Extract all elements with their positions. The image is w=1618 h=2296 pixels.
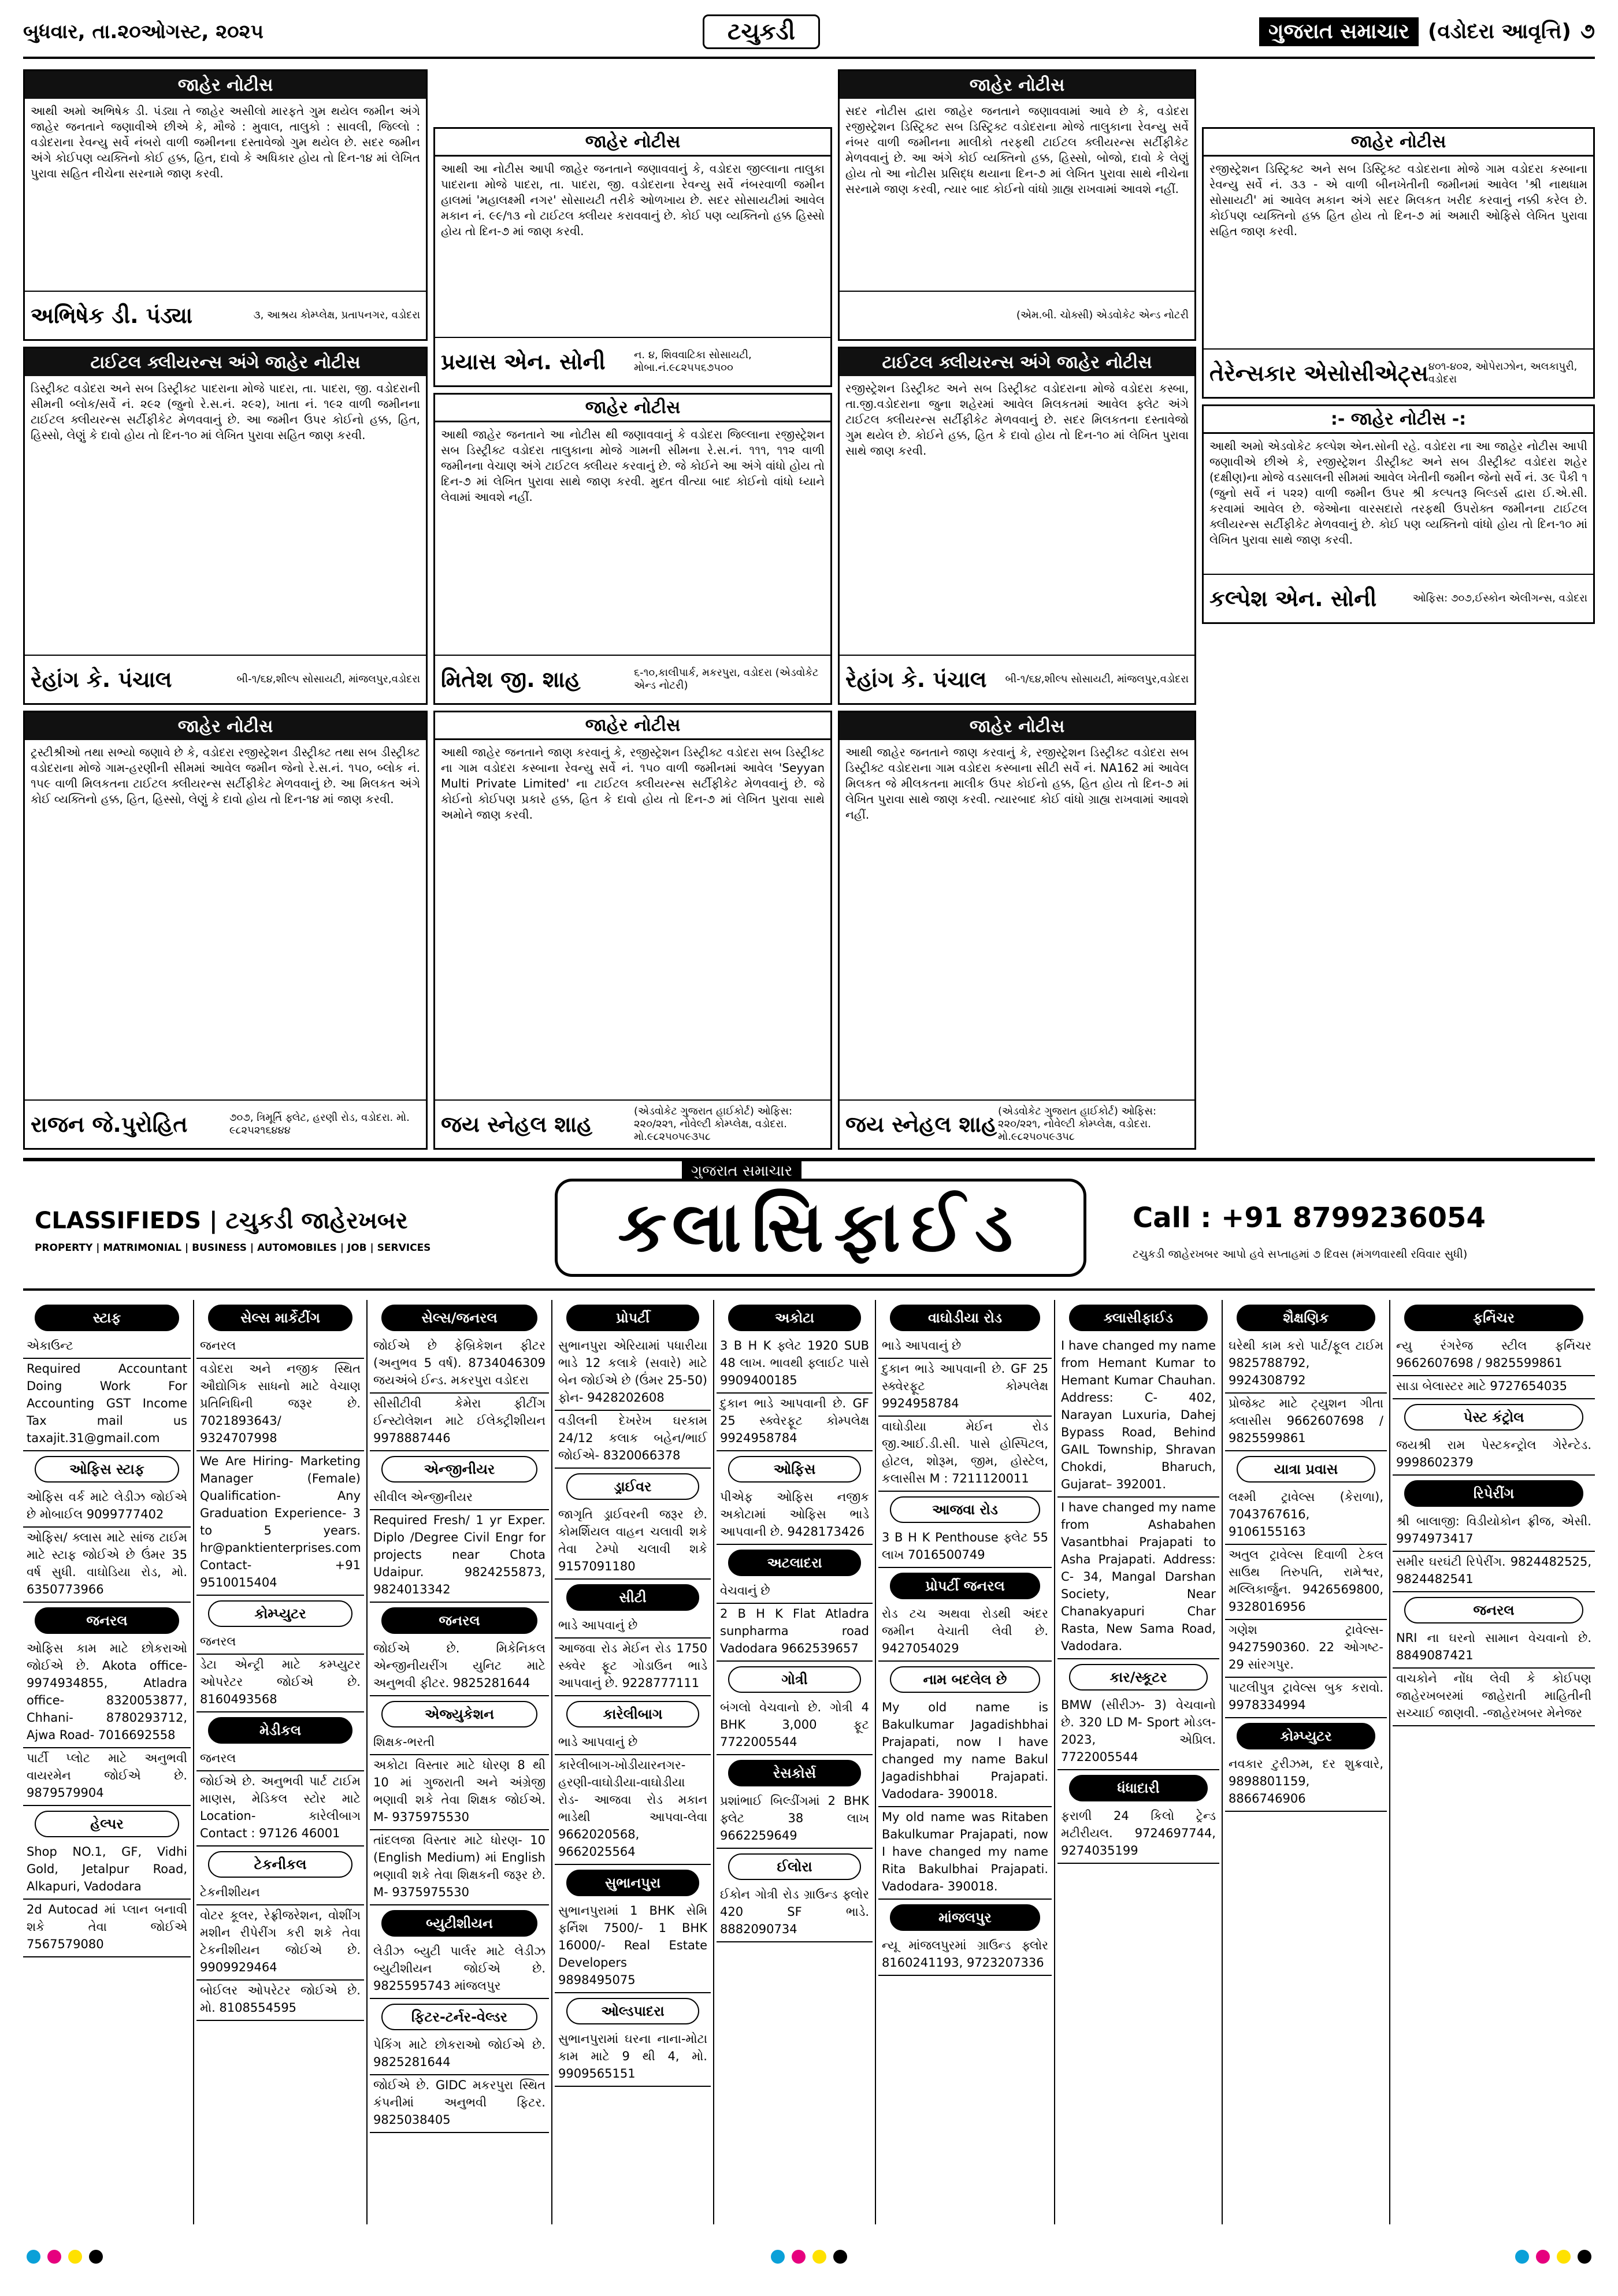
- black-dot: [89, 2250, 103, 2264]
- classified-ad: My old name was Ritaben Bakulkumar Prajapati, now I have changed my name Rita Bakulbhai Prajapati. Vadodara- 390018.: [878, 1807, 1052, 1900]
- public-notice: [433, 393, 832, 705]
- classified-ad: સમીર ઘરઘંટી રિપેરીંગ. 9824482525, 9824482541: [1393, 1552, 1595, 1592]
- classified-ad: ડેટા એન્ટ્રી માટે કમ્પ્યુટર ઓપરેટર જોઈએ છે. 8160493568: [196, 1655, 364, 1712]
- classified-ad: જોઈએ છે. GIDC મકરપુરા સ્થિત કંપનીમાં અનુભવી ફિટર. 9825038405: [370, 2075, 549, 2133]
- classified-column: [1225, 1300, 1387, 2224]
- advocate-address: (એડવોકેટ ગુજરાત હાઈકોર્ટ) ઓફિસ: ૨૨૦/૨૨૧, નોવેલ્ટી કોમ્પ્લેક્ષ, વડોદરા. મો.૯૮૨૫૦૫૯૩૫૮: [998, 1105, 1157, 1143]
- classified-ad: જનરલ: [196, 1336, 364, 1359]
- classified-ad: ન્યૂ માંજલપુરમાં ગ્રાઉન્ડ ફ્લોર 8160241193, 9723207336: [878, 1935, 1052, 1976]
- notice-title: જાહેર નોટીસ: [840, 712, 1194, 740]
- classified-category: માંજલપુર: [890, 1904, 1040, 1931]
- column-divider: [193, 1300, 194, 2224]
- advocate-address: ઓફિસ: ૭૦૭,ઈસ્કોન એલીગન્સ, વડોદરા: [1412, 592, 1587, 604]
- brand-logo: ગુજરાત સમાચાર: [1259, 17, 1419, 46]
- notice-signature: [1204, 348, 1593, 397]
- classified-ad: સુભાનપુરામાં 1 BHK સેમિ ફર્નિશ 7500/- 1 BHK 16000/- Real Estate Developers 9898495075: [555, 1901, 711, 1993]
- black-dot: [833, 2250, 847, 2264]
- column-divider: [1389, 1300, 1390, 2224]
- classified-ad: વાચકોને નોંધ લેવી કે કોઈપણ જાહેરખબરમાં જાહેરાતી માહિતીની સચ્ચાઈ જાણવી. -જાહેરખબર મેનેજર: [1393, 1669, 1595, 1726]
- notice-title: :- જાહેર નોટીસ -:: [1204, 406, 1593, 434]
- classified-category: રેસકોર્સ: [728, 1760, 861, 1786]
- classified-ad: Required Accountant Doing Work For Accounting GST Income Tax mail us taxajit.31@gmail.com: [23, 1359, 191, 1451]
- notice-title: જાહેર નોટીસ: [25, 71, 426, 99]
- classified-ad: જાગૃતિ ડ્રાઈવરની જરૂર છે. કોમર્શિયલ વાહન ચલાવી શકે તેવા ટેમ્પો ચલાવી શકે 9157091180: [555, 1504, 711, 1580]
- public-notice: [1202, 404, 1595, 624]
- classified-ad: પ્રોજેક્ટ માટે ટ્યુશન ગીતા ક્લાસીસ 9662607698 / 9825599861: [1225, 1394, 1387, 1451]
- classified-category: હેલ્પર: [35, 1811, 179, 1837]
- classified-category: કાર/સ્કૂટર: [1069, 1664, 1208, 1691]
- classified-category: જનરલ: [381, 1607, 537, 1634]
- classified-ad: 2 B H K Flat Atladra sunpharma road Vadodara 9662539657: [717, 1604, 873, 1662]
- registration-marks: [23, 2246, 1595, 2269]
- notice-body: આથી અમો એડવોકેટ કલ્પેશ એન.સોની રહે. વડોદરા ના આ જાહેર નોટીસ આપી જણાવીએ છીએ કે, રજીસ્ટ્રેશન ડીસ્ટ્રીક્ટ અને સબ ડીસ્ટ્રીક્ટ વડોદરા શહેર (દક્ષીણ)ના મોજે વડસાલની સીમમાં આવેલ ખેતીની જમીન જેનો સર્વે નં. ૩૯ પૈકી ૧ (જુનો સર્વે નં ૫૨૨) વાળી જમીન ઉપર શ્રી કલ્પતરૂ બિલ્ડર્સ દ્વારા ઈ.એ.સી. કરવામાં આવેલ છે. જેઓના વારસદારો તરફથી ઉપરોક્ત જમીનના ટાઈટલ ક્લીયરન્સ સર્ટીફીકેટ મેળવવાનું છે. કોઈ પણ વ્યક્તિનો વાંધો હોય તો દિન-૧૦ માં લેખિત પુરાવા સાથે જાણ કરવી.: [1209, 439, 1587, 547]
- public-notice: [23, 69, 428, 341]
- magenta-dot: [792, 2250, 806, 2264]
- classified-ad: ટેકનીશીયન: [196, 1882, 364, 1905]
- classified-category: મેડીકલ: [208, 1717, 352, 1744]
- classified-category: અકોટા: [728, 1305, 861, 1331]
- classified-brand: ગુજરાત સમાચાર: [682, 1161, 801, 1182]
- column-divider: [713, 1300, 714, 2224]
- classified-category: જનરલ: [35, 1607, 179, 1634]
- notice-signature: [25, 291, 426, 339]
- yellow-dot: [812, 2250, 826, 2264]
- classified-ad: ફરાળી 24 કિલો ટ્રેન્ડ મટીરીયલ. 9724697744, 9274035199: [1057, 1806, 1219, 1864]
- public-notice: [838, 69, 1196, 341]
- notice-signature: [840, 655, 1194, 703]
- classified-ad: My old name is Bakulkumar Jagadishbhai Prajapati, now I have changed my name Bakul Jagadishbhai Prajapati. Vadodara- 390018.: [878, 1697, 1052, 1807]
- classified-ad: પાટલીપુત્ર ટ્રાવેલ્સ બુક કરાવો. 9978334994: [1225, 1678, 1387, 1718]
- classified-ad: બોઈલર ઓપરેટર જોઈએ છે. મો. 8108554595: [196, 1981, 364, 2021]
- classified-ad: કારેલીબાગ-ખોડીયારનગર- હરણી-વાઘોડીયા-વાઘોડીયા રોડ- આજવા રોડ મકાન ભાડેથી આપવા-લેવા 9662020568, 9662025564: [555, 1755, 711, 1865]
- notice-body: આથી અમો અભિષેક ડી. પંડ્યા તે જાહેર અસીલો મારફતે ગુમ થયેલ જમીન અંગે જાહેર જનતાને જણાવીએ છીએ કે, મૌજે : મુવાલ, તાલુકો : સાવલી, જિલ્લો : વડોદરાના રેવન્યુ સર્વે નંબરો વાળી જમીનના દસ્તાવેજો ગુમ થયેલ છે. સદર જમીન અંગે કોઈપણ વ્યક્તિનો કોઈ હક્ક, હિત, દાવો કે અધિકાર હોય તો દિન-૧૪ માં લેખિત પુરાવા સહિત નીચેના સરનામે જાણ કરવી.: [31, 104, 420, 180]
- advocate-address: (એમ.બી. ચોક્સી) એડવોકેટ એન્ડ નોટરી: [1016, 309, 1189, 321]
- public-notice: [1202, 127, 1595, 399]
- classified-ad: પીએફ ઓફિસ નજીક અકોટામાં ઓફિસ ભાડે આપવાની છે. 9428173426: [717, 1487, 873, 1545]
- classified-ad: સીવીલ એન્જીનીયર: [370, 1487, 549, 1510]
- classified-ad: 3 B H K ફ્લેટ 1920 SUB 48 લાખ. ભાવથી ફ્લાઈટ પાસે 9909400185: [717, 1336, 873, 1394]
- classified-category: એજ્યુકેશન: [381, 1701, 537, 1727]
- classified-column: [555, 1300, 711, 2224]
- classified-category: ધંધાદારી: [1069, 1775, 1208, 1801]
- advocate-address: બી-૧/૬૪,શીલ્પ સોસાયટી, માંજલપુર,વડોદરા: [236, 673, 420, 685]
- classified-category: ફર્નિચર: [1404, 1305, 1583, 1331]
- classified-category: વાઘોડીયા રોડ: [890, 1305, 1040, 1331]
- notice-body: ટ્રસ્ટીશ્રીઓ તથા સભ્યો જણાવે છે કે, વડોદરા રજીસ્ટ્રેશન ડીસ્ટ્રીક્ટ તથા સબ ડીસ્ટ્રીક્ટ વડોદરાના મોજે ગામ-હરણીની સીમમાં આવેલ જમીન જેનો રે.સ.નં. ૧૫૦, બ્લોક નં. ૧૫૯ વાળી મિલકતના ટાઈટલ ક્લીયરન્સ સર્ટીફીકેટ મેળવવાનું છે. આ મિલકત અંગે કોઈ વ્યક્તિનો હક્ક, હિત, હિસ્સો, લેણું કે દાવો હોય તો દિન-૧૪ માં જાણ કરવી.: [31, 745, 420, 806]
- classified-category: ગોત્રી: [728, 1666, 861, 1693]
- advocate-address: બી-૧/૬૪,શીલ્પ સોસાયટી, માંજલપુર,વડોદરા: [1005, 673, 1189, 685]
- public-notice: [433, 711, 832, 1150]
- classified-category: એન્જીનીયર: [381, 1456, 537, 1483]
- classified-ad: BMW (સીરીઝ- 3) વેચવાનો છે. 320 LD M- Sport મોડલ- 2023, એપ્રિલ. 7722005544: [1057, 1695, 1219, 1770]
- classified-ad: અકોટા વિસ્તાર માટે ધોરણ 8 થી 10 માં ગુજરાતી અને અંગ્રેજી ભણાવી શકે તેવા શિક્ષક જોઈએ. M- 9375975530: [370, 1755, 549, 1830]
- issue-date: બુધવાર, તા.૨૦ઓગસ્ટ, ૨૦૨૫: [23, 20, 264, 43]
- classified-category: કોમ્પ્યુટર: [1237, 1723, 1375, 1749]
- classified-ad: ભાડે આપવાનું છે: [555, 1732, 711, 1755]
- classified-ad: ઓફિસ કામ માટે છોકરાઓ જોઈએ છે. Akota office- 9974934855, Atladra office- 8320053877, Chhani- 8780293712, Ajwa Road- 7016692558: [23, 1639, 191, 1748]
- classified-category: સેલ્સ માર્કેટીંગ: [208, 1305, 352, 1331]
- classifieds-banner: [23, 1158, 1595, 1291]
- classified-ad: ગણેશ ટ્રાવેલ્સ- 9427590360. 22 ઓગષ્ટ- 29 સાંરગપુર.: [1225, 1620, 1387, 1678]
- notice-title: જાહેર નોટીસ: [840, 71, 1194, 99]
- advocate-address: ૬-૧૦,કાલીપાર્ક, મકરપુરા, વડોદરા (એડવોકેટ એન્ડ નોટરી): [634, 667, 819, 692]
- classified-category: પ્રોપર્ટી: [566, 1305, 699, 1331]
- magenta-dot: [1536, 2250, 1550, 2264]
- classified-ad: ઓફિસ/ ક્લાસ માટે સાંજ ટાઈમ માટે સ્ટાફ જોઈએ છે ઉંમર 35 વર્ષ સુધી. વાઘોડિયા રોડ, મો. 6350773966: [23, 1528, 191, 1603]
- classified-ad: ઘરેથી કામ કરો પાર્ટ/ફૂલ ટાઈમ 9825788792, 9924308792: [1225, 1336, 1387, 1394]
- classified-ad: NRI ના ઘરનો સામાન વેચવાનો છે. 8849087421: [1393, 1628, 1595, 1669]
- classified-column: [878, 1300, 1052, 2224]
- classified-column: [1393, 1300, 1595, 2224]
- classified-ad: સાડા બેલાસ્ટર માટે 9727654035: [1393, 1376, 1595, 1399]
- notice-title: જાહેર નોટીસ: [25, 712, 426, 740]
- classified-category: આજવા રોડ: [890, 1496, 1040, 1523]
- classified-category: અટલાદરા: [728, 1550, 861, 1576]
- magenta-dot: [47, 2250, 61, 2264]
- classified-ad: તાંદલજા વિસ્તાર માટે ધોરણ- 10 (English Medium) માં English ભણાવી શકે તેવા શિક્ષકની જરૂર છે. M- 9375975530: [370, 1830, 549, 1905]
- classified-ad: જનરલ: [196, 1632, 364, 1655]
- classifieds-categories: PROPERTY | MATRIMONIAL | BUSINESS | AUTOMOBILES | JOB | SERVICES: [35, 1242, 431, 1254]
- classified-ad: Required Fresh/ 1 yr Exper. Diplo /Degree Civil Engr for projects near Chota Udaipur. 9824255873, 9824013342: [370, 1510, 549, 1603]
- notice-signature: [435, 655, 830, 703]
- advocate-name: અભિષેક ડી. પંડ્યા: [31, 302, 193, 328]
- classified-category: સુભાનપુરા: [566, 1870, 699, 1896]
- classified-ad: સીસીટીવી કેમેરા ફીટીંગ ઈન્સ્ટોલેશન માટે ઈલેક્ટ્રીશીયન 9978887446: [370, 1394, 549, 1451]
- notice-title: ટાઈટલ ક્લીયરન્સ અંગે જાહેર નોટીસ: [840, 348, 1194, 376]
- classified-ad: પેકિંગ માટે છોકરાઓ જોઈએ છે. 9825281644: [370, 2035, 549, 2075]
- column-divider: [875, 1300, 876, 2224]
- classified-ad: 2d Autocad માં પ્લાન બનાવી શકે તેવા જોઈએ 7567579080: [23, 1900, 191, 1957]
- notice-signature: [840, 1099, 1194, 1148]
- classified-ad: શિક્ષક-ભરતી: [370, 1732, 549, 1755]
- cyan-dot: [27, 2250, 40, 2264]
- advocate-address: ૭૦૭, ત્રિમૂર્તિ ફ્લેટ, હરણી રોડ, વડોદરા. મો. ૯૮૨૫૨૧૬૪૪૪: [229, 1112, 410, 1136]
- classified-ad: ભાડે આપવાનું છે: [555, 1615, 711, 1639]
- notice-body: રજીસ્ટ્રેશન ડિસ્ટ્રીક્ટ અને સબ ડિસ્ટ્રીક્ટ વડોદરાના મોજે વડોદરા કસ્બા, તા.જી.વડોદરાના જુના શહેરમાં આવેલ મિલકતમાં આવેલ ફ્લેટ અંગે ટાઈટલ ક્લીયરન્સ સર્ટીફીકેટ મેળવવાનું છે. સદર મિલકતના દસ્તાવેજો ગુમ થયેલ છે. કોઈને હક્ક, હિત કે દાવો હોય તો દિન-૧૦ માં લેખિત પુરાવા સાથે જાણ કરવી.: [845, 381, 1189, 458]
- advocate-name: પ્રયાસ એન. સોની: [441, 348, 606, 374]
- classified-column: [196, 1300, 364, 2224]
- classified-category: ઓફિસ: [728, 1456, 861, 1483]
- classified-ad: I have changed my name from Hemant Kumar to Hemant Kumar Chauhan. Address: C- 402, Narayan Luxuria, Dahej Bypass Road, Behind GAIL Township, Shravan Chokdi, Bharuch, Gujarat– 392001.: [1057, 1336, 1219, 1498]
- notice-body: સદર નોટીસ દ્વારા જાહેર જનતાને જણાવવામાં આવે છે કે, વડોદરા રજીસ્ટ્રેશન ડિસ્ટ્રિક્ટ સબ ડિસ્ટ્રિક્ટ વડોદરાના મોજે તાલુકાના રેવન્યુ સર્વે નંબર વાળી જમીનના માલીકો તરફથી ટાઈટલ ક્લીયરન્સ સર્ટીફીકેટ મેળવવાનું છે. આ અંગે કોઈ વ્યક્તિનો હક્ક, હિસ્સો, બોજો, દાવો કે લેણું હોય તો આ નોટીસ પ્રસિદ્ધ થયાના દિન-૭ માં લેખિત પુરાવા સાથે નીચેના સરનામે જાણ કરવી, ત્યાર બાદ કોઈનો વાંધો ગ્રાહ્ય રાખવામાં આવશે નહીં.: [845, 104, 1189, 196]
- classified-column: [1057, 1300, 1219, 2224]
- advocate-name: કલ્પેશ એન. સોની: [1209, 585, 1377, 611]
- classified-category: ક્લાસીફાઈડ: [1069, 1305, 1208, 1331]
- advocate-name: જય સ્નેહલ શાહ: [441, 1111, 593, 1137]
- classified-ad: દુકાન ભાડે આપવાની છે. GF 25 સ્ક્વેરફૂટ કોમ્પલેક્ષ 9924958784: [878, 1359, 1052, 1417]
- classified-ad: જોઈએ છે. અનુભવી પાર્ટ ટાઈમ માણસ, મેડિકલ સ્ટોર માટે Location- કારેલીબાગ Contact : 97126 46001: [196, 1771, 364, 1847]
- cyan-dot: [1515, 2250, 1529, 2264]
- classified-title: ક્લાસિફાઈડ: [555, 1179, 1086, 1277]
- notice-body: ડિસ્ટ્રીક્ટ વડોદરા અને સબ ડિસ્ટ્રીક્ટ પાદરાના મોજે પાદરા, તા. પાદરા, જી. વડોદરાની સીમની બ્લોક/સર્વે નં. ૨૯૨ (જુનો રે.સ.નં. ૨૯૨), ખાતા નં. ૧૯૨ વાળી જમીનના ટાઈટલ ક્લીયરન્સ સર્ટીફીકેટ મેળવવાનું છે. આ જમીન ઉપર કોઈનો હક્ક, હિત, હિસ્સો, લેણું કે દાવો હોય તો દિન-૧૦ માં લેખિત પુરાવા સહિત જાણ કરવી.: [31, 381, 420, 442]
- notice-title: જાહેર નોટીસ: [1204, 129, 1593, 157]
- classified-ad: ન્યુ રંગરેજ સ્ટીલ ફર્નિચર 9662607698 / 9825599861: [1393, 1336, 1595, 1376]
- classified-category: કોમ્પ્યુટર: [208, 1600, 352, 1627]
- advocate-name: તેરેન્સકાર એસોસીએટ્સ: [1209, 360, 1428, 386]
- public-notice: [23, 711, 428, 1150]
- classified-category: ઓફિસ સ્ટાફ: [35, 1456, 179, 1483]
- classified-ad: We Are Hiring- Marketing Manager (Female) Qualification- Any Graduation Experience- 3 to 5 years. hr@panktienterprises.com Contact- +91 9510015404: [196, 1451, 364, 1596]
- classified-ad: ઓફિસ વર્ક માટે લેડીઝ જોઈએ છે મોબાઈલ 9099777402: [23, 1487, 191, 1528]
- public-notice: [23, 347, 428, 705]
- classified-ad: જયશ્રી રામ પેસ્ટકન્ટ્રોલ ગેરેન્ટેડ. 9998602379: [1393, 1435, 1595, 1476]
- classified-ad: દુકાન ભાડે આપવાની છે. GF 25 સ્ક્વેરફૂટ કોમ્પલેક્ષ 9924958784: [717, 1394, 873, 1451]
- classified-ad: સુભાનપુરા એરિયામાં પધારીયા ભાડે 12 કલાકે (સવારે) માટે બેન જોઈએ છે (ઉંમર 25-50) ફોન- 9428202608: [555, 1336, 711, 1411]
- classified-ad: બંગલો વેચવાનો છે. ગોત્રી 4 BHK 3,000 ફૂટ 7722005544: [717, 1697, 873, 1755]
- classified-ad: પ્રશાંભાઈ બિલ્ડીંગમાં 2 BHK ફ્લેટ 38 લાખ 9662259649: [717, 1791, 873, 1849]
- classified-ad: 3 B H K Penthouse ફ્લેટ 55 લાખ 7016500749: [878, 1528, 1052, 1568]
- column-divider: [1054, 1300, 1055, 2224]
- notice-body: આથી આ નોટીસ આપી જાહેર જનતાને જણાવવાનું કે, વડોદરા જીલ્લાના તાલુકા પાદરાના મોજે પાદરા, તા. પાદરા, જી. વડોદરાના રેવન્યુ સર્વે નંબરવાળી જમીન હાલમાં 'મહાલક્ષ્મી નગર' સોસાયટી તરીકે ઓળખાય છે. સદર સોસાયટીમાં આવેલ મકાન નં. ૯૯/૧૩ નો ટાઈટલ ક્લીયર કરાવવાનું છે. કોઈ પણ વ્યક્તિનો હક્ક હિસ્સો હોય તો દિન-૭ માં જાણ કરવી.: [441, 162, 825, 238]
- section-label: ટચુકડી: [703, 14, 820, 49]
- classified-note: ટચુકડી જાહેરખબર આપો હવે સપ્તાહમાં ૭ દિવસ (મંગળવારથી રવિવાર સુધી): [1133, 1248, 1468, 1261]
- classified-ad: શ્રી બાલાજી: વિડીયોકોન ફ્રીજ, એસી. 9974973417: [1393, 1511, 1595, 1552]
- classified-category: નામ બદલેલ છે: [890, 1666, 1040, 1693]
- classified-category: ફિટર-ટર્નર-વેલ્ડર: [381, 2004, 537, 2030]
- advocate-name: રાજન જે.પુરોહિત: [31, 1111, 188, 1137]
- black-dot: [1578, 2250, 1591, 2264]
- advocate-address: ૩, આશ્રય કોમ્પ્લેક્ષ, પ્રતાપનગર, વડોદરા: [253, 309, 420, 321]
- classified-ad: લેડીઝ બ્યુટી પાર્લર માટે લેડીઝ બ્યુટીશીયન જોઈએ છે. 9825595743 માંજલપુર: [370, 1941, 549, 1999]
- classified-ad: રોડ ટચ અથવા રોડથી અંદર જમીન વેચાતી લેવી છે. 9427054029: [878, 1604, 1052, 1662]
- classified-ad: ભાડે આપવાનું છે: [878, 1336, 1052, 1359]
- classified-ad: સુભાનપુરામાં ઘરના નાના-મોટા કામ માટે 9 થી 4, મો. 9909565151: [555, 2029, 711, 2087]
- advocate-address: (એડવોકેટ ગુજરાત હાઈકોર્ટ) ઓફિસ: ૨૨૦/૨૨૧, નોવેલ્ટી કોમ્પ્લેક્ષ, વડોદરા. મો.૯૮૨૫૦૫૯૩૫૮: [634, 1105, 793, 1143]
- classified-ad: I have changed my name from Ashabahen Vasantbhai Prajapati to Asha Prajapati. Address: C- 34, Mangal Darshan Society, Near Chanakyapuri Char Rasta, New Sama Road, Vadodara.: [1057, 1498, 1219, 1659]
- classified-ad: જોઈએ છે ફેબ્રિકેશન ફીટર (અનુભવ 5 વર્ષ). 8734046309 જયઅંબે ઈન્ડ. મકરપુરા વડોદરા: [370, 1336, 549, 1394]
- page-header: [23, 7, 1595, 59]
- classified-ad: આજવા રોડ મેઈન રોડ 1750 સ્ક્વેર ફૂટ ગોડાઉન ભાડે આપવાનું છે. 9228777111: [555, 1639, 711, 1696]
- classified-column: [23, 1300, 191, 2224]
- classified-category: પ્રોપર્ટી જનરલ: [890, 1573, 1040, 1599]
- classified-ad: એકાઉન્ટ: [23, 1336, 191, 1359]
- classified-category: ઈલોરા: [728, 1853, 861, 1880]
- classified-category: સેલ્સ/જનરલ: [381, 1305, 537, 1331]
- classified-category: યાત્રા પ્રવાસ: [1237, 1456, 1375, 1483]
- classified-ad: અતુલ ટ્રાવેલ્સ દિવાળી ટેકલ સાઉથ તિરુપતિ, રામેશ્વર, મલ્લિકાર્જુન. 9426569800, 9328016956: [1225, 1545, 1387, 1620]
- classified-ad: જનરલ: [196, 1748, 364, 1771]
- classified-ad: જોઈએ છે. મિકેનિકલ એન્જીનીયરીંગ યુનિટ માટે અનુભવી ફીટર. 9825281644: [370, 1639, 549, 1696]
- classified-ad: પાર્ટી પ્લોટ માટે અનુભવી વાયરમેન જોઈએ છે. 9879579904: [23, 1748, 191, 1806]
- public-notice: [838, 347, 1196, 705]
- notice-signature: [435, 337, 830, 385]
- cyan-dot: [771, 2250, 785, 2264]
- notice-signature: [25, 1099, 426, 1148]
- classified-category: જનરલ: [1404, 1597, 1583, 1623]
- classified-ad: વોટર કૂલર, રેફ્રીજરેશન, વોશીંગ મશીન રીપેરીંગ કરી શકે તેવા ટેકનીશીયન જોઈએ છે. 9909929464: [196, 1905, 364, 1981]
- notice-title: ટાઈટલ ક્લીયરન્સ અંગે જાહેર નોટીસ: [25, 348, 426, 376]
- advocate-name: રેહાંગ કે. પંચાલ: [31, 666, 172, 692]
- notice-body: આથી જાહેર જનતાને જાણ કરવાનું કે, રજીસ્ટ્રેશન ડિસ્ટ્રીક્ટ વડોદરા સબ ડિસ્ટ્રીક્ટ વડોદરાના ગામ વડોદરા કસ્બાના સીટી સર્વે નં. NA162 માં આવેલ મિલકત જે મીલકતના માલીક ઉપર કોઈનો હક્ક, હિત હોય તો દિન-૭ માં લેખિત પુરાવા સાથે જાણ કરવી. ત્યારબાદ કોઈ વાંધો ગ્રાહ્ય રાખવામાં આવશે નહીં.: [845, 745, 1189, 822]
- classified-category: સ્ટાફ: [35, 1305, 179, 1331]
- classified-ad: ઈકોન ગોત્રી રોડ ગ્રાઉન્ડ ફ્લોર 420 SF ભાડે. 8882090734: [717, 1885, 873, 1942]
- classified-category: કારેલીબાગ: [566, 1701, 699, 1727]
- advocate-name: મિતેશ જી. શાહ: [441, 666, 581, 692]
- notice-title: જાહેર નોટીસ: [435, 129, 830, 157]
- classifieds-label: CLASSIFIEDS | ટચુકડી જાહેરખબર: [35, 1208, 408, 1234]
- public-notice: [433, 127, 832, 387]
- notice-signature: [435, 1099, 830, 1148]
- notice-title: જાહેર નોટીસ: [435, 395, 830, 422]
- notice-signature: [25, 655, 426, 703]
- column-divider: [366, 1300, 368, 2224]
- classified-category: શૈક્ષણિક: [1237, 1305, 1375, 1331]
- classified-column: [370, 1300, 549, 2224]
- classified-ad: વાઘોડીયા મેઈન રોડ જી.આઈ.ડી.સી. પાસે હોસ્પિટલ, હોટલ, શોરૂમ, જીમ, હોસ્ટેલ, કલાસીસ M : 7211120011: [878, 1417, 1052, 1492]
- notice-body: રજીસ્ટ્રેશન ડિસ્ટ્રિક્ટ અને સબ ડિસ્ટ્રિક્ટ વડોદરાના મોજે ગામ વડોદરા કસ્બાના રેવન્યુ સર્વે નં. ૩૩ - એ વાળી બીનખેતીની જમીનમાં આવેલ 'શ્રી નાથધામ સોસાયટી' માં આવેલ મકાન અંગે સદર મિલકત ખરીદ કરવાનું નક્કી કરેલ છે. કોઈપણ વ્યક્તિનો હક્ક હિત હોય તો દિન-૭ માં અમારી ઓફિસે લેખિત પુરાવા સહિત જાણ કરવી.: [1209, 162, 1587, 238]
- classified-phone[interactable]: Call : +91 8799236054: [1133, 1202, 1486, 1234]
- notice-title: જાહેર નોટીસ: [435, 712, 830, 740]
- classified-ad: નવકાર ટુરીઝમ, દર શુક્રવારે, 9898801159, 8866746906: [1225, 1754, 1387, 1812]
- advocate-address: ન. ૪, શિવવાટિકા સોસાયટી, મોબા.નં.૯૮૨૫૫૬૭૫૦૦: [634, 349, 752, 374]
- column-divider: [551, 1300, 552, 2224]
- classified-ad: Shop NO.1, GF, Vidhi Gold, Jetalpur Road, Alkapuri, Vadodara: [23, 1842, 191, 1900]
- classified-category: સીટી: [566, 1584, 699, 1611]
- page-number: ૭: [1580, 20, 1595, 43]
- classified-ad: વેચવાનું છે: [717, 1581, 873, 1604]
- classified-category: બ્યુટીશીયન: [381, 1910, 537, 1937]
- yellow-dot: [1557, 2250, 1571, 2264]
- classified-column: [717, 1300, 873, 2224]
- classified-category: ઓલ્ડપાદરા: [566, 1998, 699, 2024]
- notice-signature: [1204, 574, 1593, 622]
- notice-body: આથી જાહેર જનતાને જાણ કરવાનું કે, રજીસ્ટ્રેશન ડિસ્ટ્રીક્ટ વડોદરા સબ ડિસ્ટ્રીક્ટ ના ગામ વડોદરા કસ્બાના રેવન્યુ સર્વે નં. ૧૫૦ વાળી જમીનમાં આવેલ 'Seyyan Multi Private Limited' ના ટાઈટલ ક્લીયરન્સ સર્ટીફીકેટ મેળવવાનું છે. જે કોઈનો કોઈપણ પ્રકારે હક્ક, હિત કે દાવો હોય તો દિન-૭ માં લેખિત પુરાવા સાથે અમોને જાણ કરવી.: [441, 745, 825, 822]
- classified-category: પેસ્ટ કંટ્રોલ: [1404, 1404, 1583, 1431]
- classified-category: રિપેરીંગ: [1404, 1480, 1583, 1507]
- yellow-dot: [68, 2250, 82, 2264]
- classified-category: ટેકનીકલ: [208, 1851, 352, 1878]
- classified-ad: વડીલની દેખરેખ ઘરકામ 24/12 કલાક બહેન/ભાઈ જોઈએ- 8320066378: [555, 1411, 711, 1469]
- classified-ad: લક્ષ્મી ટ્રાવેલ્સ (કેરાળા), 7043767616, 9106155163: [1225, 1487, 1387, 1545]
- advocate-address: ૪૦૧-૪૦૨, ઓપેરાઝોન, અલકાપુરી, વડોદરા: [1428, 361, 1578, 385]
- column-divider: [1222, 1300, 1223, 2224]
- edition-label: (વડોદરા આવૃત્તિ): [1427, 20, 1571, 43]
- notice-signature: [840, 291, 1194, 339]
- public-notice: [838, 711, 1196, 1150]
- advocate-name: રેહાંગ કે. પંચાલ: [845, 666, 987, 692]
- notice-body: આથી જાહેર જનતાને આ નોટીસ થી જણાવવાનું કે વડોદરા જિલ્લાના રજીસ્ટ્રેશન સબ ડિસ્ટ્રીક્ટ વડોદરા તાલુકાના મોજે ગામની સીમના રે.સ.નં. ૧૧૧, ૧૧૨ વાળી જમીનના વેચાણ અંગે ટાઈટલ ક્લીયર કરવાનું છે. જે કોઈને આ અંગે વાંધો હોય તો દિન-૭ માં લેખિત પુરાવા સાથે જાણ કરવી. મુદત વીત્યા બાદ કોઈનો વાંધો ધ્યાને લેવામાં આવશે નહીં.: [441, 428, 825, 504]
- classified-category: ડ્રાઈવર: [566, 1473, 699, 1500]
- classified-ad: વડોદરા અને નજીક સ્થિત ઔદ્યોગિક સાધનો માટે વેચાણ પ્રતિનિધિની જરૂર છે. 7021893643/ 9324707998: [196, 1359, 364, 1451]
- advocate-name: જય સ્નેહલ શાહ: [845, 1111, 997, 1137]
